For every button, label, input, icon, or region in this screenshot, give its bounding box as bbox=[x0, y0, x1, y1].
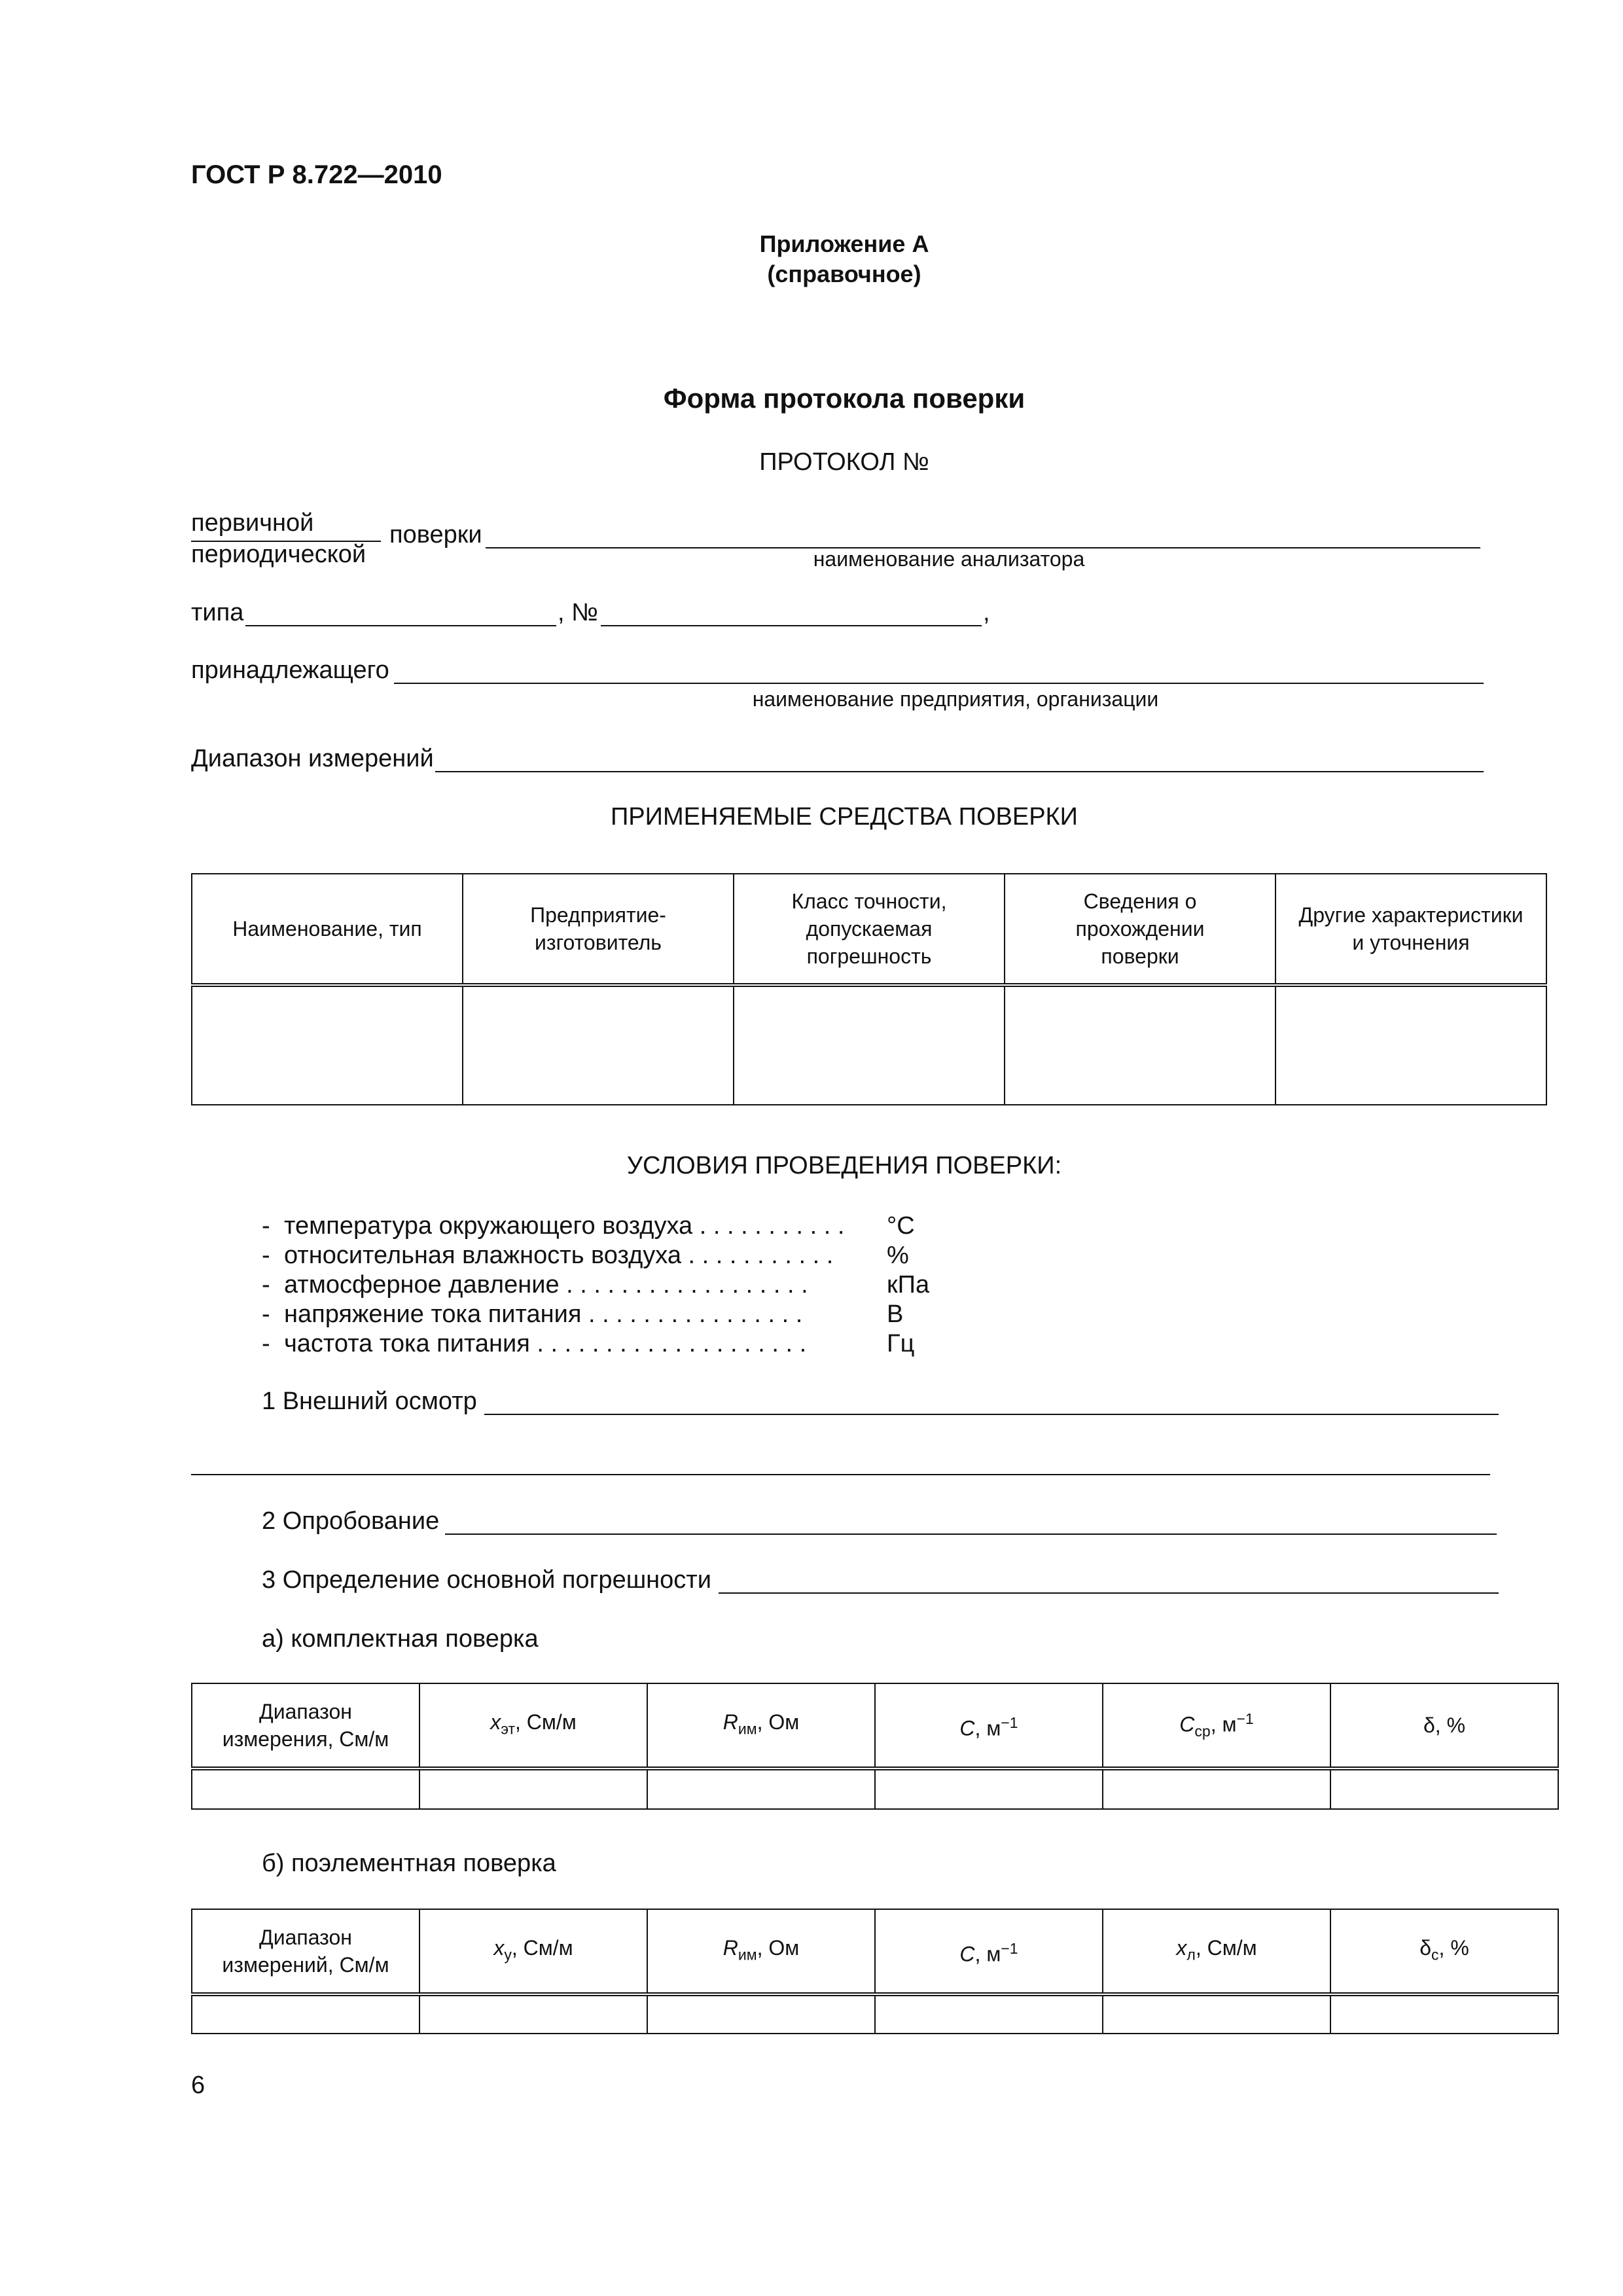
condition-unit: % bbox=[887, 1242, 909, 1269]
primary-label: первичной bbox=[191, 509, 314, 537]
step-b-label: б) поэлементная поверка bbox=[262, 1850, 556, 1877]
table-b-cell[interactable] bbox=[419, 1994, 647, 2034]
means-cell[interactable] bbox=[1275, 985, 1546, 1105]
leader-dots: . . . . . . . . . . . . . . . . . . bbox=[559, 1271, 808, 1299]
external-inspection-field-2[interactable] bbox=[191, 1474, 1490, 1475]
step-2-label: 2 Опробование bbox=[262, 1507, 440, 1535]
table-b-header-row bbox=[192, 1909, 1558, 1994]
table-a-header-row bbox=[192, 1683, 1558, 1768]
type-line-comma: , bbox=[983, 599, 990, 626]
means-header-row bbox=[192, 874, 1546, 985]
conditions-title: УСЛОВИЯ ПРОВЕДЕНИЯ ПОВЕРКИ: bbox=[626, 1152, 1062, 1179]
means-table bbox=[191, 873, 1547, 1105]
table-b-cell[interactable] bbox=[875, 1994, 1103, 2034]
means-header-manufacturer: Предприятие- изготовитель bbox=[463, 874, 734, 985]
list-dash: - bbox=[262, 1330, 270, 1357]
list-dash: - bbox=[262, 1271, 270, 1299]
table-a-cell[interactable] bbox=[1103, 1768, 1330, 1809]
table-b-header-x-l: $x_л$, См/м bbox=[1103, 1909, 1330, 1994]
owner-hint: наименование предприятия, организации bbox=[752, 687, 1159, 711]
condition-unit: В bbox=[887, 1300, 904, 1328]
testing-field[interactable] bbox=[445, 1534, 1497, 1535]
table-b-header-r-im: $R_{им}$, Ом bbox=[647, 1909, 875, 1994]
table-a-header-c-sr: $C_{ср}$, $м^{-1}$ bbox=[1103, 1683, 1330, 1768]
analyzer-hint: наименование анализатора bbox=[813, 547, 1085, 571]
list-item bbox=[262, 1242, 942, 1272]
appendix-subtitle: (справочное) bbox=[767, 260, 921, 287]
condition-label: температура окружающего воздуха . . . . . . . . . . . bbox=[284, 1212, 845, 1240]
means-cell[interactable] bbox=[734, 985, 1005, 1105]
condition-label: напряжение тока питания . . . . . . . . . . . . . . . . bbox=[284, 1300, 803, 1328]
page-number: 6 bbox=[191, 2072, 205, 2099]
table-row bbox=[192, 1768, 1558, 1809]
means-cell[interactable] bbox=[192, 985, 463, 1105]
table-b-header-c: C, $м^{-1}$ bbox=[875, 1909, 1103, 1994]
table-b-header-range: Диапазон измерений, См/м bbox=[192, 1909, 419, 1994]
table-b-cell[interactable] bbox=[192, 1994, 419, 2034]
range-field[interactable] bbox=[435, 771, 1484, 772]
means-header-accuracy: Класс точности, допускаемая погрешность bbox=[734, 874, 1005, 985]
table-row bbox=[192, 985, 1546, 1105]
means-title: ПРИМЕНЯЕМЫЕ СРЕДСТВА ПОВЕРКИ bbox=[610, 803, 1078, 831]
list-item bbox=[262, 1271, 942, 1301]
means-cell[interactable] bbox=[463, 985, 734, 1105]
condition-unit: Гц bbox=[887, 1330, 915, 1357]
table-a-header-r-im: $R_{им}$, Ом bbox=[647, 1683, 875, 1768]
table-b-header-delta-c: $\delta_с$, % bbox=[1330, 1909, 1558, 1994]
leader-dots: . . . . . . . . . . . bbox=[681, 1242, 834, 1269]
step-1-label: 1 Внешний осмотр bbox=[262, 1388, 477, 1415]
protocol-number-label: ПРОТОКОЛ № bbox=[759, 448, 929, 476]
table-a-cell[interactable] bbox=[1330, 1768, 1558, 1809]
list-item bbox=[262, 1300, 942, 1331]
means-header-verification-info: Сведения о прохождении поверки bbox=[1005, 874, 1275, 985]
verification-label: поверки bbox=[389, 521, 482, 548]
condition-label: относительная влажность воздуха . . . . . . . . . . . bbox=[284, 1242, 834, 1269]
table-b-cell[interactable] bbox=[1103, 1994, 1330, 2034]
condition-label: частота тока питания . . . . . . . . . . . . . . . . . . . . bbox=[284, 1330, 807, 1357]
leader-dots: . . . . . . . . . . . . . . . . . . . . bbox=[529, 1330, 807, 1357]
table-a-header-range: Диапазон измерения, См/м bbox=[192, 1683, 419, 1768]
table-a-header-delta: δ, % bbox=[1330, 1683, 1558, 1768]
complete-verification-table bbox=[191, 1683, 1559, 1810]
table-a-header-c: C, $м^{-1}$ bbox=[875, 1683, 1103, 1768]
table-row bbox=[192, 1994, 1558, 2034]
condition-label: атмосферное давление . . . . . . . . . . . . . . . . . . bbox=[284, 1271, 808, 1299]
error-determination-field[interactable] bbox=[719, 1592, 1499, 1594]
list-item bbox=[262, 1330, 942, 1360]
table-a-cell[interactable] bbox=[192, 1768, 419, 1809]
table-a-cell[interactable] bbox=[875, 1768, 1103, 1809]
condition-unit: кПа bbox=[887, 1271, 930, 1299]
type-field[interactable] bbox=[245, 625, 556, 626]
external-inspection-field[interactable] bbox=[484, 1414, 1499, 1415]
list-item bbox=[262, 1212, 942, 1242]
leader-dots: . . . . . . . . . . . . . . . . bbox=[581, 1300, 803, 1328]
list-dash: - bbox=[262, 1300, 270, 1328]
periodic-label: периодической bbox=[191, 541, 366, 568]
means-header-name: Наименование, тип bbox=[192, 874, 463, 985]
form-title: Форма протокола поверки bbox=[663, 383, 1026, 414]
list-dash: - bbox=[262, 1242, 270, 1269]
table-b-header-x-u: $x_у$, См/м bbox=[419, 1909, 647, 1994]
table-b-cell[interactable] bbox=[1330, 1994, 1558, 2034]
table-a-cell[interactable] bbox=[647, 1768, 875, 1809]
appendix-title: Приложение А bbox=[759, 230, 929, 257]
means-cell[interactable] bbox=[1005, 985, 1275, 1105]
means-header-other: Другие характеристики и уточнения bbox=[1275, 874, 1546, 985]
owner-label: принадлежащего bbox=[191, 656, 389, 684]
standard-code: ГОСТ Р 8.722—2010 bbox=[191, 160, 442, 189]
step-a-label: а) комплектная поверка bbox=[262, 1625, 539, 1653]
step-3-label: 3 Определение основной погрешности bbox=[262, 1566, 711, 1594]
element-verification-table bbox=[191, 1909, 1559, 2034]
table-a-cell[interactable] bbox=[419, 1768, 647, 1809]
type-label: типа bbox=[191, 599, 244, 626]
table-a-header-x-et: $x_{эт}$, См/м bbox=[419, 1683, 647, 1768]
list-dash: - bbox=[262, 1212, 270, 1240]
leader-dots: . . . . . . . . . . . bbox=[692, 1212, 845, 1240]
range-label: Диапазон измерений bbox=[191, 745, 434, 772]
serial-number-field[interactable] bbox=[601, 625, 982, 626]
condition-unit: °С bbox=[887, 1212, 915, 1240]
number-sign: , № bbox=[558, 599, 598, 626]
table-b-cell[interactable] bbox=[647, 1994, 875, 2034]
owner-field[interactable] bbox=[394, 683, 1484, 684]
